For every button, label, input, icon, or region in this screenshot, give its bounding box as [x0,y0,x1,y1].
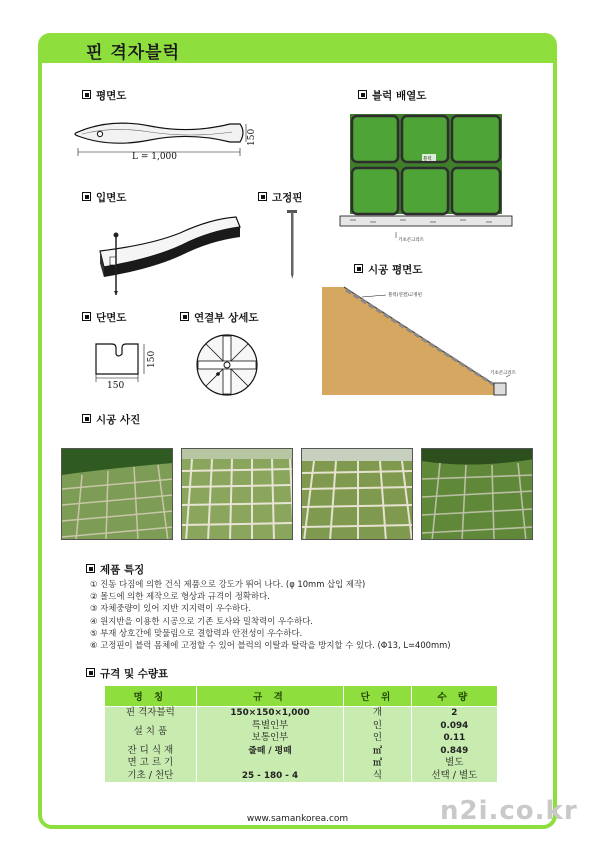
construction-plan-drawing [322,283,522,399]
spec-table [104,685,498,782]
section-spec: 규격 및 수량표 [86,666,168,681]
feature-item: ⑤ 부재 상호간에 맞물림으로 결합력과 안전성이 우수하다. [90,627,303,638]
table-row: 면 고 르 기 ㎡ 별도 [105,757,498,770]
spec-header: 규 격 [196,686,344,707]
plan-height-label: 150 [247,128,257,146]
arrangement-label: 블럭 [423,157,432,162]
table-row: 잔 디 식 재 줄떼 / 평떼 ㎡ 0.849 [105,745,498,758]
section-pin: 고정핀 [258,190,302,205]
table-row: 핀 격자블럭 150×150×1,000 개 2 [105,707,498,720]
section-construction-plan: 시공 평면도 [354,262,422,277]
plan-length-label: L = 1,000 [132,152,178,162]
table-row: 기초 / 천단 25 - 180 - 4 식 선택 / 별도 [105,770,498,783]
section-arrangement: 블럭 배열도 [358,88,426,103]
table-row: 설 치 품 특별인부 인 0.094 [105,720,498,733]
feature-item: ② 몰드에 의한 제작으로 형상과 규격이 정확하다. [90,591,270,602]
feature-item: ③ 자체중량이 있어 지반 지지력이 우수하다. [90,603,252,614]
slope-base-label: 기초콘크리트 [490,371,517,376]
section-features: 제품 특징 [86,562,144,577]
table-row: 보통인부 인 0.11 [105,732,498,745]
spec-header: 단 위 [344,686,411,707]
footer-url[interactable]: www.samankorea.com [246,814,349,824]
block-arrangement-drawing [336,108,516,246]
section-width-label: 150 [107,381,125,390]
elevation-drawing [90,205,250,300]
arrangement-base-label: 기초콘크리트 [398,238,425,243]
feature-item: ① 진동 다짐에 의한 건식 제품으로 강도가 뛰어 나다. (φ 10mm 삽입 제작) [90,579,366,589]
section-section-view: 단면도 [82,310,126,325]
slope-pin-label: 블럭(연결)고정핀 [388,293,422,298]
section-joint: 연결부 상세도 [180,310,259,325]
joint-detail-drawing [194,332,260,398]
spec-header: 수 량 [411,686,497,707]
construction-photo-1 [61,448,173,540]
spec-header: 명 칭 [105,686,197,707]
section-view-drawing [86,338,166,390]
page-title: 핀 격자블럭 [86,43,181,63]
section-elevation: 입면도 [82,190,126,205]
fixing-pin-drawing [280,208,304,280]
section-plan: 평면도 [82,88,126,103]
features-list [90,578,451,651]
feature-item: ⑥ 고정핀이 블럭 몸체에 고정할 수 있어 블럭의 이탈과 탈락을 방지할 수 있다. (Φ13, L=400mm) [90,640,451,651]
construction-photo-4 [421,448,533,540]
plan-view-drawing [70,110,260,170]
section-photos: 시공 사진 [82,412,140,427]
watermark: n2i.co.kr [440,796,578,826]
section-height-label: 150 [147,350,157,368]
feature-item: ④ 원지반을 이용한 시공으로 기존 토사와 밀착력이 우수하다. [90,615,313,626]
construction-photo-3 [301,448,413,540]
construction-photo-2 [181,448,293,540]
